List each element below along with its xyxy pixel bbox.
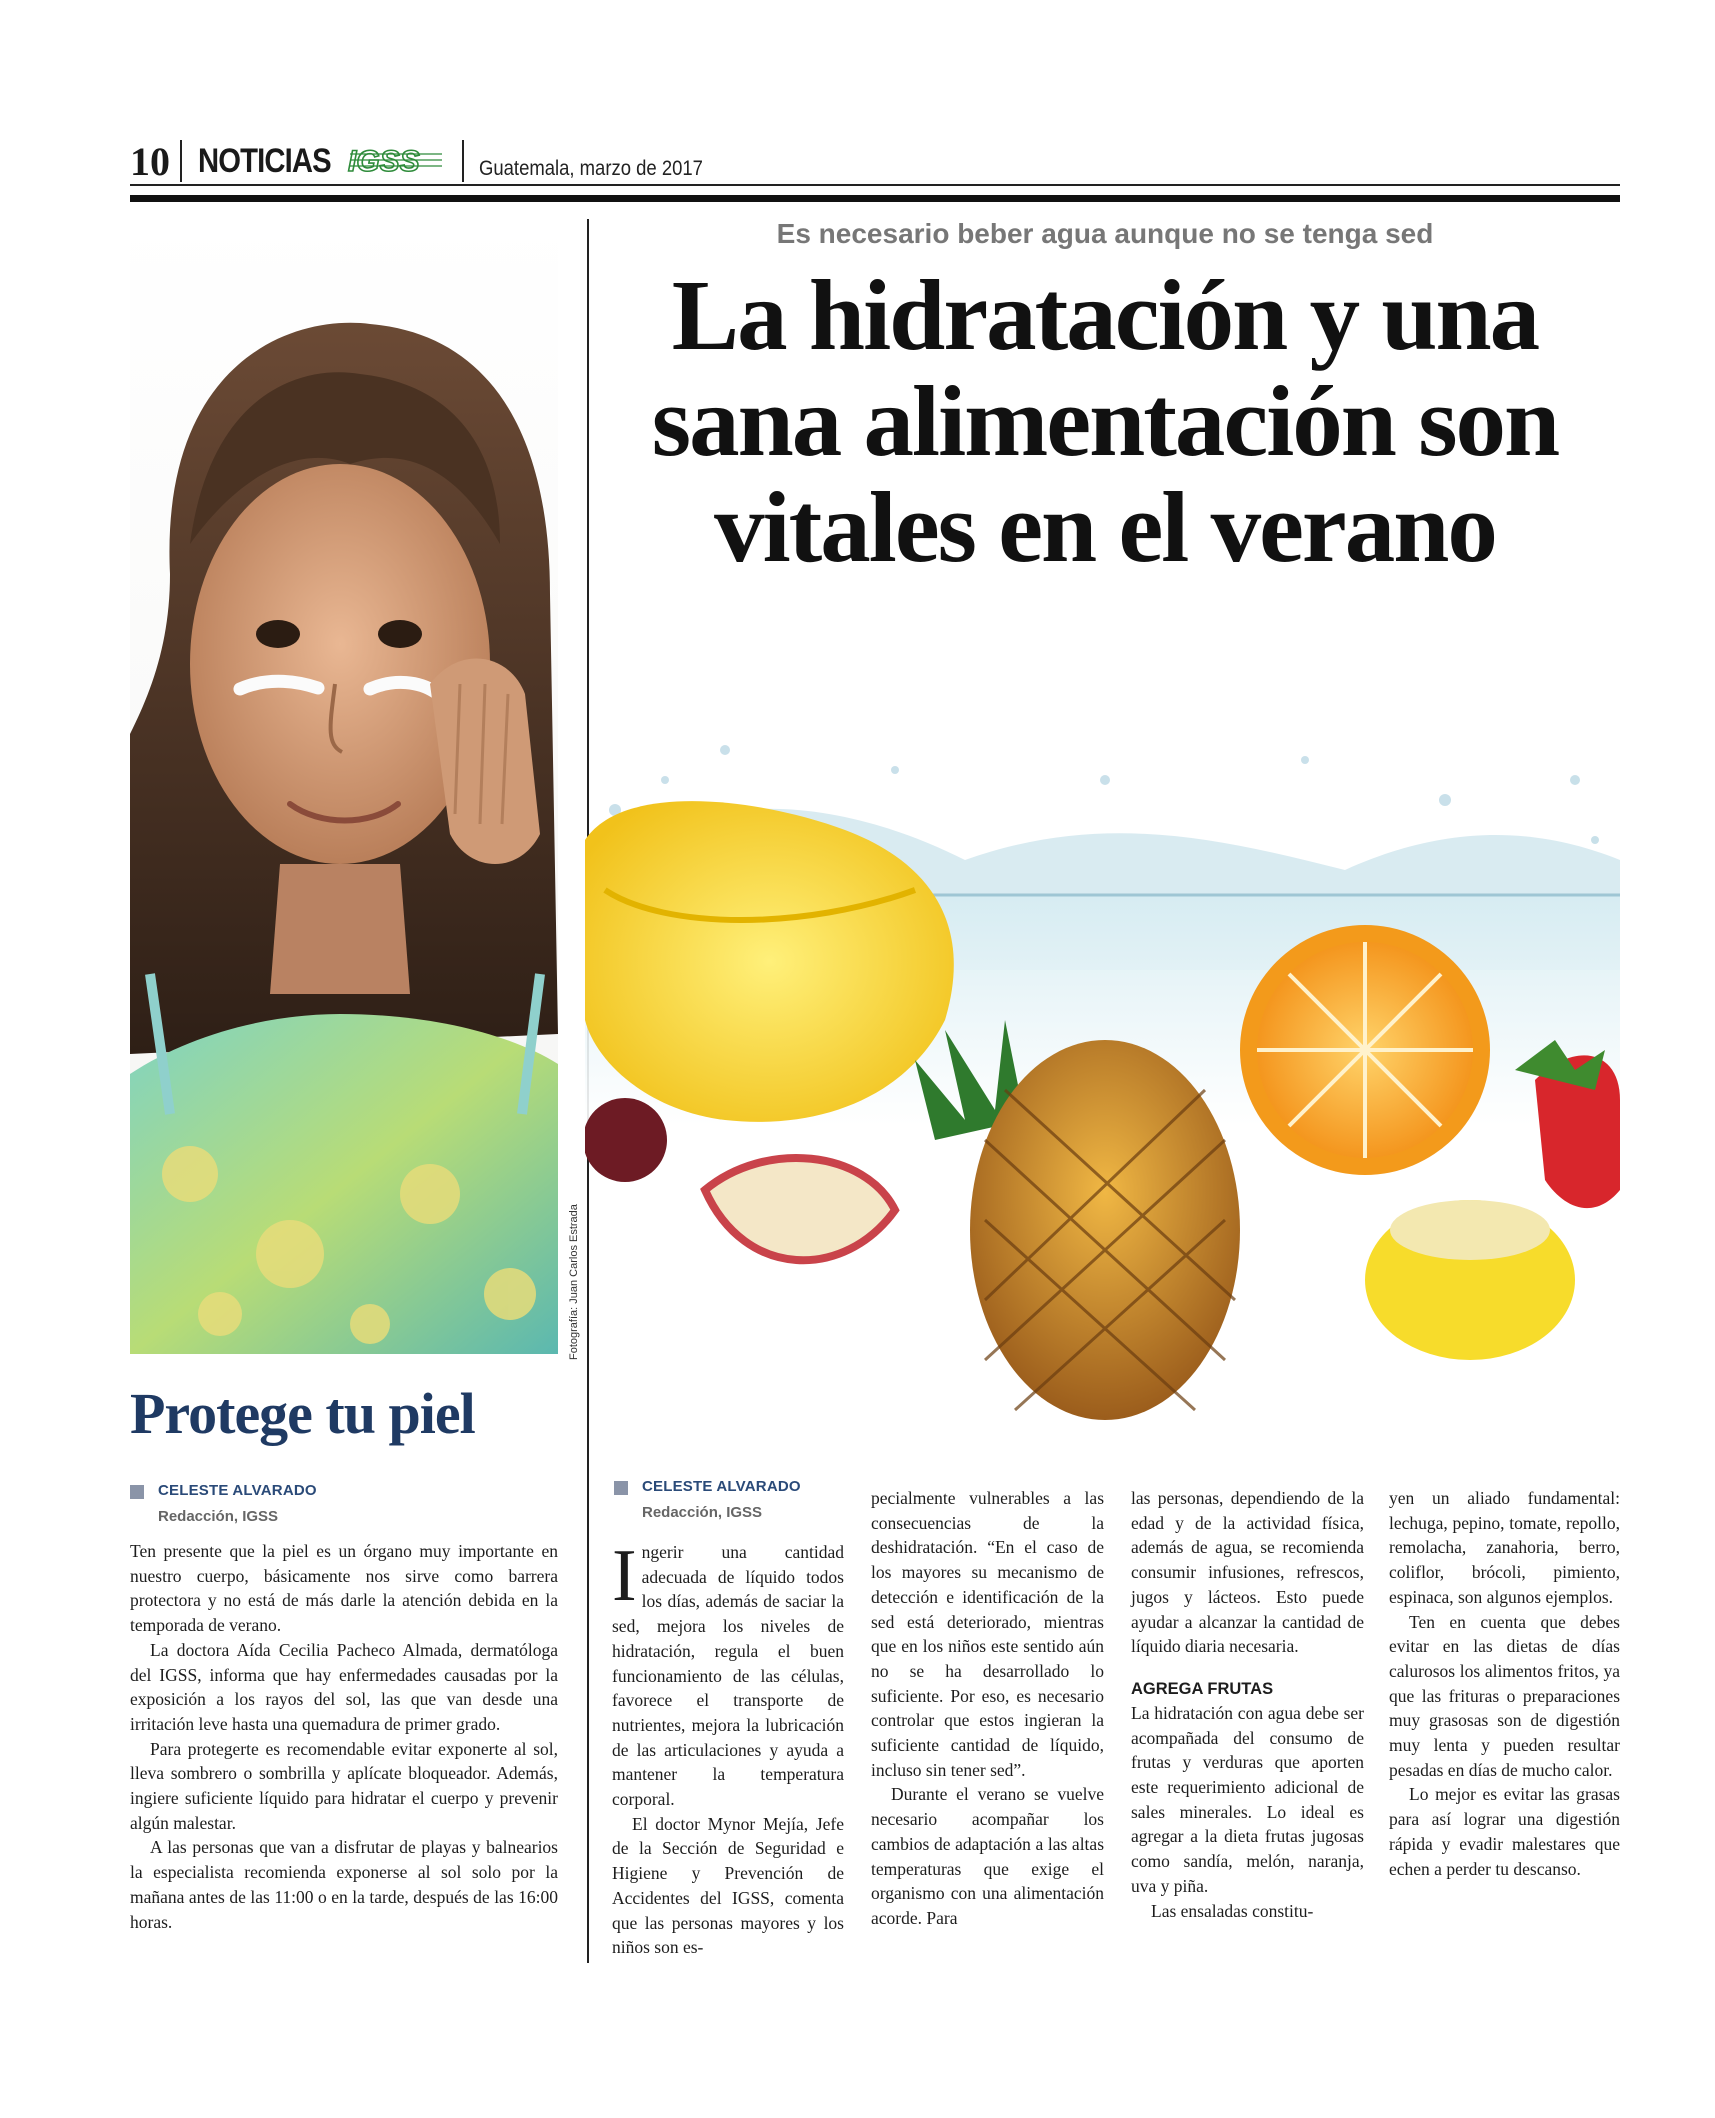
article-column-4 [1389,1486,1620,1881]
paragraph: pecialmente vulnerables a las consecuencias de la deshidratación. “En el caso de los mayores su mecanismo de detección e identificación de la sed está deteriorado, mientras que en los niños este sentido aún no se ha desarrollado lo suficiente. Por eso, es necesario controlar que estos ingieran la suficiente cantidad de líquido, incluso sin tener sed”. [871,1488,1104,1780]
article-byline [614,1479,914,1523]
article-column-1 [612,1535,844,1960]
header-separator [462,140,464,182]
header-rule-thin [130,184,1620,186]
section-name: NOTICIAS [198,142,331,180]
paragraph: A las personas que van a disfrutar de playas y balnearios la especialista recomienda exponerse al sol solo por la mañana antes de las 11:00 o en la tarde, después de las 16:00 horas. [130,1837,558,1932]
header-rule-thick [130,195,1620,202]
paragraph: El doctor Mynor Mejía, Jefe de la Sección de Seguridad e Higiene y Prevención de Accidentes del IGSS, comenta que las personas mayores y los niños son es- [612,1813,844,1958]
paragraph: Lo mejor es evitar las grasas para así lograr una digestión rápida y evadir malestares que echen a perder tu descanso. [1389,1784,1620,1879]
girl-sunscreen-photo [130,214,558,1354]
igss-logo [346,146,446,176]
article-kicker: Es necesario beber agua aunque no se tenga sed [776,218,1434,249]
byline-marker [130,1485,144,1499]
paragraph: La hidratación con agua debe ser acompañada del consumo de frutas y verduras que aporten este requerimiento adicional de sales minerales. Lo ideal es agregar a la dieta frutas jugosas como sandía, melón, naranja, uva y piña. [1131,1702,1364,1896]
article-column-3 [1131,1486,1364,1923]
lead-paragraph: Ingerir una cantidad adecuada de líquido todos los días, además de saciar la sed, mejora los niveles de hidratación, regula el buen funcionamiento de las células, favorece el transporte de nutrientes, mejora la lubricación de las articulaciones y ayuda a mantener la temperatura corporal. [612,1535,844,1810]
paragraph: Ten en cuenta que debes evitar en las dietas de días calurosos los alimentos fritos, ya que las frituras o preparaciones muy grasosas son de digestión muy lenta y pueden resultar pesadas en días de mucho calor. [1389,1611,1620,1780]
byline-role: Redacción, IGSS [642,1504,763,1521]
sidebar-byline [130,1483,430,1527]
byline-role: Redacción, IGSS [158,1508,279,1525]
paragraph: Para protegerte es recomendable evitar exponerte al sol, lleva sombrero o sombrilla y aplícate bloqueador. Además, ingiere suficiente líquido para hidratar el cuerpo y prevenir algún malestar. [130,1738,558,1833]
paragraph: Ten presente que la piel es un órgano muy importante en nuestro cuerpo, básicamente nos sirve como barrera protectora y no está de más darle la atención debida en la temporada de verano. [130,1541,558,1636]
subheading: AGREGA FRUTAS [1131,1679,1274,1698]
header-separator [180,140,182,182]
byline-author: CELESTE ALVARADO [642,1478,801,1495]
photo-credit: Fotografía: Juan Carlos Estrada [568,1204,580,1360]
article-headline: La hidratación y una sana alimentación son vitales en el verano [651,259,1559,583]
paragraph: yen un aliado fundamental: lechuga, pepino, tomate, repollo, remolacha, zanahoria, berro, coliflor, brócoli, pimiento, espinaca, son algunos ejemplos. [1389,1488,1620,1607]
byline-marker [614,1481,628,1495]
drop-cap: I [612,1535,637,1617]
issue-date: Guatemala, marzo de 2017 [479,157,703,180]
fruit-water-splash-photo [585,720,1620,1450]
sidebar-title: Protege tu piel [130,1381,475,1446]
page-number: 10 [130,139,170,184]
logo-lettering: IGSS [348,146,420,176]
sidebar-body [130,1539,558,1934]
paragraph: Las ensaladas constitu- [1151,1900,1314,1921]
article-column-2 [871,1486,1104,1931]
paragraph: las personas, dependiendo de la edad y de la actividad física, además de agua, se recomienda consumir infusiones, refrescos, jugos y lácteos. Esto puede ayudar a alcanzar la cantidad de líquido diaria necesaria. [1131,1488,1364,1657]
byline-author: CELESTE ALVARADO [158,1482,317,1499]
paragraph: Durante el verano se vuelve necesario acompañar los cambios de adaptación a las altas temperaturas que exige el organismo con una alimentación acorde. Para [871,1784,1104,1928]
paragraph: La doctora Aída Cecilia Pacheco Almada, dermatóloga del IGSS, informa que hay enfermedades causadas por la exposición a los rayos del sol, las que van desde una irritación leve hasta una quemadura de primer grado. [130,1639,558,1734]
